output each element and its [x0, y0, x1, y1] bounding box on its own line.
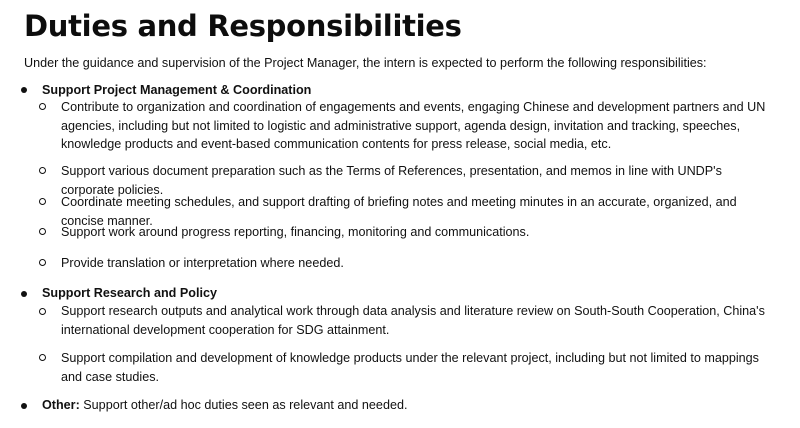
duty-item: Support work around progress reporting, financing, monitoring and communications. [61, 225, 530, 239]
other-duties-line [42, 396, 407, 414]
duty-item: Provide translation or interpretation where needed. [61, 256, 344, 270]
other-text: Support other/ad hoc duties seen as relevant and needed. [79, 398, 408, 412]
sub-bullet [39, 228, 46, 235]
duty-item: Support research outputs and analytical work through data analysis and literature review on South-South Cooperation, China's international development cooperation for SDG attainment. [61, 304, 765, 337]
duty-item: Support various document preparation such as the Terms of References, presentation, and memos in line with UNDP's corporate policies. [61, 164, 722, 197]
duty-item: Contribute to organization and coordination of engagements and events, engaging Chinese and development partners and UN agencies, including but not limited to logistic and administrative support, agenda design, invitation and tracking, speeches, knowledge products and event-based communication contents for press release, social media, etc. [61, 100, 766, 151]
section-bullet [21, 87, 27, 93]
duty-item: Coordinate meeting schedules, and support drafting of briefing notes and meeting minutes in an accurate, organized, and concise manner. [61, 195, 737, 228]
page-title: Duties and Responsibilities [24, 9, 462, 43]
sub-bullet [39, 308, 46, 315]
sub-bullet [39, 259, 46, 266]
section-heading-research-policy: Support Research and Policy [42, 286, 217, 300]
sub-bullet [39, 167, 46, 174]
sub-bullet [39, 198, 46, 205]
duty-item: Support compilation and development of knowledge products under the relevant project, including but not limited to mappings and case studies. [61, 351, 759, 384]
section-bullet [21, 403, 27, 409]
section-bullet [21, 291, 27, 297]
intro-paragraph: Under the guidance and supervision of the Project Manager, the intern is expected to perform the following responsibilities: [24, 56, 707, 70]
sub-bullet [39, 103, 46, 110]
section-heading-project-management: Support Project Management & Coordination [42, 83, 312, 97]
other-label: Other: [42, 398, 80, 412]
sub-bullet [39, 354, 46, 361]
